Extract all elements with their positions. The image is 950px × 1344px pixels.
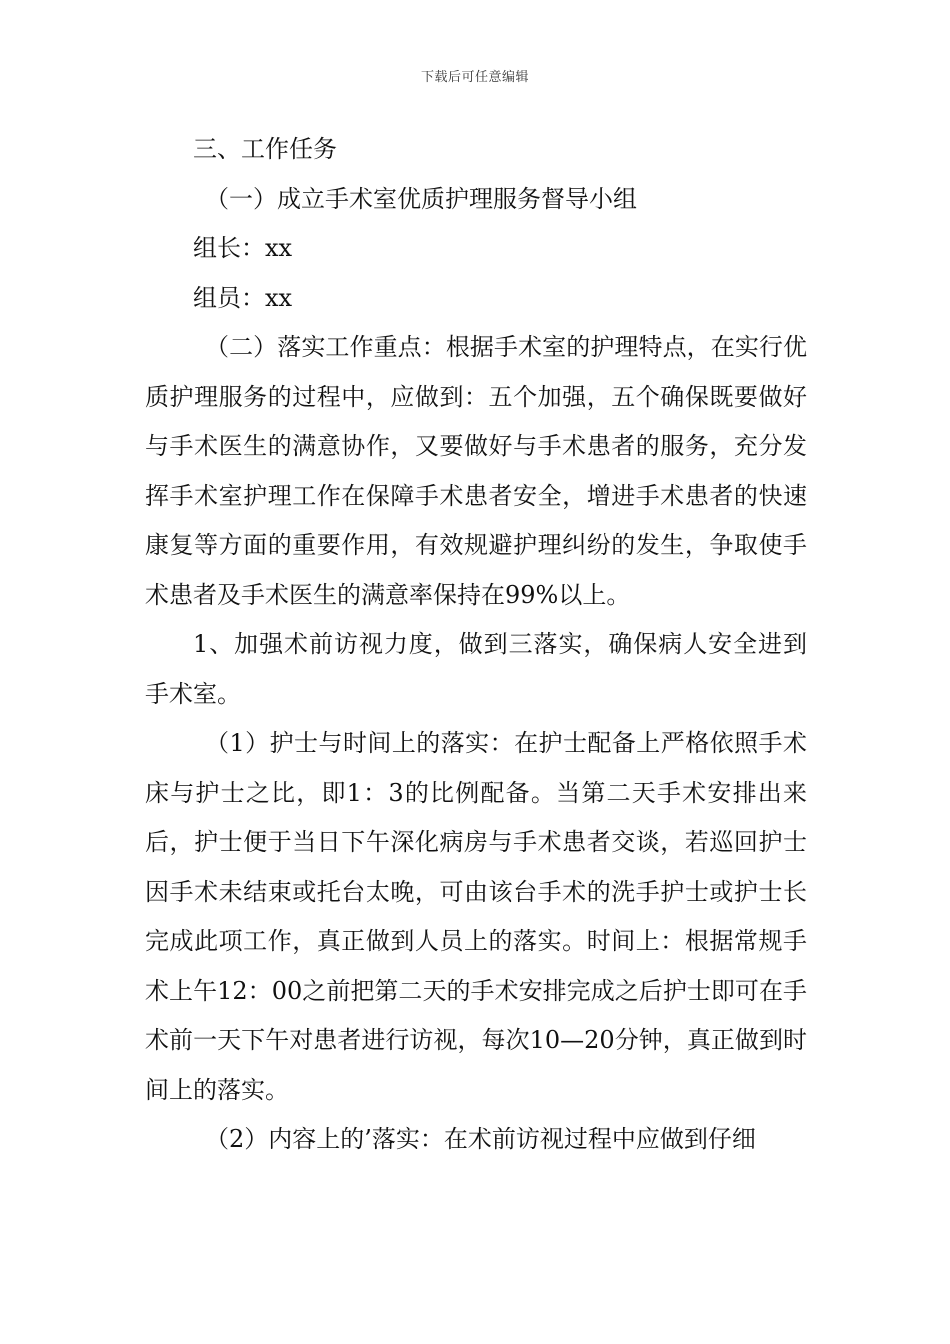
team-leader-line: 组长：xx [193, 234, 293, 262]
paragraph-content: （2）内容上的’落实：在术前访视过程中应做到仔细 [205, 1125, 756, 1153]
section-heading: 三、工作任务 [193, 135, 337, 163]
paragraph-staff-time: （1）护士与时间上的落实：在护士配备上严格依照手术床与护士之比，即1：3的比例配备。当第二天手术安排出来后，护士便于当日下午深化病房与手术患者交谈，若巡回护士因手术未结束或托台太晚，可由该台手术的洗手护士或护士长完成此项工作，真正做到人员上的落实。时间上：根据常规手术上午12：00之前把第二天的手术安排完成之后护士即可在手术前一天下午对患者进行访视，每次10—20分钟，真正做到时间上的落实。 [145, 729, 807, 1104]
paragraph-work-focus: （二）落实工作重点：根据手术室的护理特点，在实行优质护理服务的过程中，应做到：五个加强，五个确保既要做好与手术医生的满意协作，又要做好与手术患者的服务，充分发挥手术室护理工作在保障手术患者安全，增进手术患者的快速康复等方面的重要作用，有效规避护理纠纷的发生，争取使手术患者及手术医生的满意率保持在99%以上。 [145, 333, 807, 609]
team-member-line: 组员：xx [193, 283, 293, 312]
document-body [145, 125, 807, 1165]
page-header-note: 下载后可任意编辑 [420, 70, 529, 85]
paragraph-preop-visit: 1、加强术前访视力度，做到三落实，确保病人安全进到手术室。 [145, 630, 807, 708]
subsection-heading: （一）成立手术室优质护理服务督导小组 [205, 184, 637, 213]
